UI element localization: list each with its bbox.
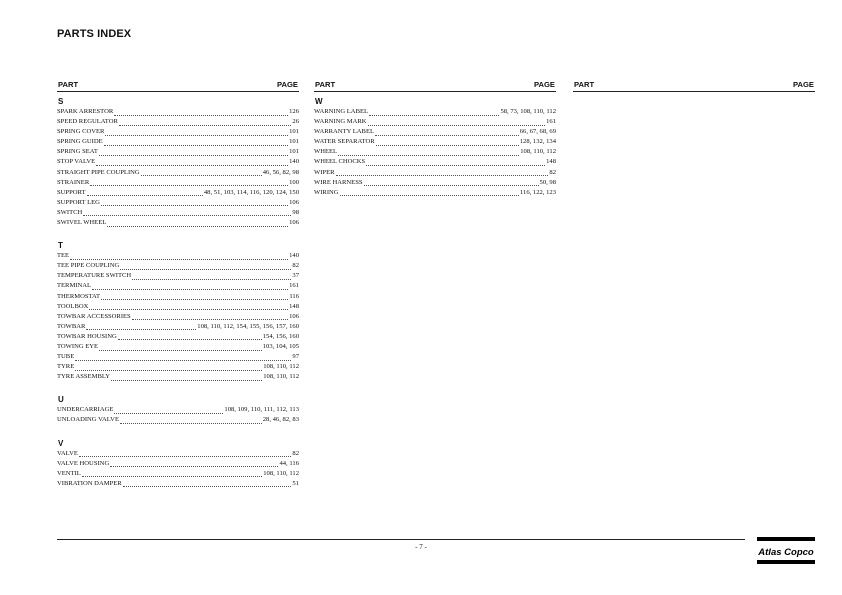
part-column-label: PART bbox=[574, 80, 595, 89]
page-numbers: 126 bbox=[289, 108, 299, 115]
part-name: WHEEL CHOCKS bbox=[314, 158, 366, 166]
page-numbers: 161 bbox=[546, 118, 556, 126]
page-numbers: 148 bbox=[546, 158, 556, 166]
page-numbers: 28, 46, 82, 83 bbox=[262, 416, 299, 424]
part-name: SPARK ARRESTOR bbox=[57, 108, 114, 115]
page-numbers: 140 bbox=[289, 158, 299, 166]
index-entry bbox=[57, 127, 299, 137]
section-letter: S bbox=[58, 97, 64, 106]
page-number: - 7 - bbox=[415, 543, 427, 551]
index-entry bbox=[57, 302, 299, 312]
page-numbers: 101 bbox=[289, 138, 299, 146]
index-entry bbox=[57, 178, 299, 188]
index-entry bbox=[314, 117, 556, 127]
page-numbers: 66, 67, 68, 69 bbox=[519, 128, 556, 136]
index-entry bbox=[57, 362, 299, 372]
index-section bbox=[57, 394, 299, 425]
part-name: SUPPORT LEG bbox=[57, 198, 100, 206]
dot-leader bbox=[99, 344, 262, 351]
section-letter: W bbox=[315, 97, 323, 106]
dot-leader bbox=[336, 169, 549, 176]
dot-leader bbox=[83, 209, 291, 216]
dot-leader bbox=[114, 407, 223, 414]
column-header bbox=[573, 80, 815, 92]
page-numbers: 46, 56, 82, 98 bbox=[262, 168, 299, 176]
part-name: VALVE bbox=[57, 449, 78, 457]
page-title: PARTS INDEX bbox=[57, 28, 132, 40]
part-name: STRAINER bbox=[57, 178, 90, 186]
part-name: WIPER bbox=[314, 168, 335, 176]
index-entry bbox=[57, 251, 299, 261]
page-numbers: 58, 73, 108, 110, 112 bbox=[500, 108, 556, 115]
page-numbers: 48, 51, 103, 114, 116, 120, 124, 150 bbox=[203, 188, 299, 196]
dot-leader bbox=[92, 283, 288, 290]
index-entry bbox=[314, 137, 556, 147]
index-entry bbox=[57, 449, 299, 459]
page-numbers: 98 bbox=[292, 208, 299, 216]
index-entry bbox=[57, 312, 299, 322]
dot-leader bbox=[75, 364, 262, 371]
part-name: STOP VALVE bbox=[57, 158, 96, 166]
footer-divider bbox=[57, 539, 745, 540]
page-numbers: 128, 132, 134 bbox=[519, 138, 556, 146]
index-section bbox=[57, 438, 299, 489]
index-entry bbox=[57, 322, 299, 332]
column-header bbox=[57, 80, 299, 92]
page-numbers: 97 bbox=[292, 353, 299, 361]
dot-leader bbox=[70, 253, 288, 260]
page-numbers: 51 bbox=[292, 479, 299, 487]
page-numbers: 106 bbox=[289, 198, 299, 206]
page-numbers: 108, 110, 112 bbox=[520, 148, 556, 156]
dot-leader bbox=[375, 129, 519, 136]
dot-leader bbox=[101, 293, 288, 300]
part-name: VIBRATION DAMPER bbox=[57, 479, 122, 487]
page-numbers: 37 bbox=[292, 272, 299, 280]
part-name: WATER SEPARATOR bbox=[314, 138, 375, 146]
part-name: TOWBAR ACCESSORIES bbox=[57, 312, 131, 320]
index-section bbox=[57, 96, 299, 228]
index-entry bbox=[57, 292, 299, 302]
page-numbers: 82 bbox=[292, 262, 299, 270]
part-name: WIRE HARNESS bbox=[314, 178, 363, 186]
dot-leader bbox=[114, 109, 288, 116]
dot-leader bbox=[110, 460, 278, 467]
dot-leader bbox=[141, 169, 262, 176]
dot-leader bbox=[376, 139, 519, 146]
index-entry bbox=[57, 342, 299, 352]
index-section bbox=[314, 96, 556, 198]
part-name: TERMINAL bbox=[57, 282, 92, 290]
index-entry bbox=[57, 137, 299, 147]
part-name: SWIVEL WHEEL bbox=[57, 219, 107, 227]
index-entry bbox=[57, 415, 299, 425]
column-header bbox=[314, 80, 556, 92]
page-numbers: 106 bbox=[289, 312, 299, 320]
part-name: TEE bbox=[57, 252, 70, 260]
page-numbers: 108, 110, 112 bbox=[263, 373, 299, 381]
dot-leader bbox=[366, 159, 545, 166]
logo-top-bar bbox=[757, 537, 815, 541]
page-numbers: 161 bbox=[289, 282, 299, 290]
part-column-label: PART bbox=[315, 80, 336, 89]
index-entry bbox=[57, 479, 299, 489]
part-name: UNLOADING VALVE bbox=[57, 416, 119, 424]
dot-leader bbox=[79, 450, 292, 457]
dot-leader bbox=[120, 417, 262, 424]
dot-leader bbox=[369, 109, 499, 116]
index-column-2 bbox=[314, 80, 556, 198]
part-name: SPRING COVER bbox=[57, 128, 105, 136]
page-numbers: 103, 104, 105 bbox=[262, 342, 299, 350]
page-numbers: 108, 110, 112 bbox=[263, 363, 299, 371]
part-name: WARNING MARK bbox=[314, 118, 367, 126]
page-numbers: 154, 156, 160 bbox=[262, 332, 299, 340]
page-numbers: 116, 122, 123 bbox=[519, 188, 556, 196]
page-numbers: 140 bbox=[289, 252, 299, 260]
dot-leader bbox=[75, 354, 291, 361]
page-numbers: 101 bbox=[289, 148, 299, 156]
dot-leader bbox=[132, 273, 291, 280]
dot-leader bbox=[123, 480, 292, 487]
index-entry bbox=[57, 198, 299, 208]
index-entry bbox=[57, 352, 299, 362]
dot-leader bbox=[120, 263, 291, 270]
page-column-label: PAGE bbox=[793, 80, 814, 89]
page-numbers: 148 bbox=[289, 302, 299, 310]
index-entry bbox=[314, 157, 556, 167]
index-entry bbox=[314, 188, 556, 198]
index-entry bbox=[57, 117, 299, 127]
part-name: TYRE bbox=[57, 363, 75, 371]
page-numbers: 108, 110, 112 bbox=[263, 469, 299, 477]
dot-leader bbox=[107, 220, 288, 227]
part-name: VENTIL bbox=[57, 469, 81, 477]
logo-bottom-bar bbox=[757, 560, 815, 564]
page-column-label: PAGE bbox=[277, 80, 298, 89]
index-entry bbox=[314, 107, 556, 117]
dot-leader bbox=[368, 119, 546, 126]
dot-leader bbox=[101, 199, 288, 206]
page-numbers: 82 bbox=[292, 449, 299, 457]
index-entry bbox=[314, 168, 556, 178]
index-entry bbox=[57, 261, 299, 271]
dot-leader bbox=[89, 303, 288, 310]
index-column-1 bbox=[57, 80, 299, 489]
dot-leader bbox=[96, 159, 288, 166]
part-name: UNDERCARRIAGE bbox=[57, 406, 114, 414]
index-entry bbox=[57, 459, 299, 469]
part-name: SPEED REGULATOR bbox=[57, 118, 118, 126]
dot-leader bbox=[105, 129, 288, 136]
part-name: WHEEL bbox=[314, 148, 338, 156]
index-entry bbox=[57, 147, 299, 157]
index-entry bbox=[57, 332, 299, 342]
index-entry bbox=[57, 405, 299, 415]
part-name: TOWBAR bbox=[57, 322, 86, 330]
index-entry bbox=[57, 188, 299, 198]
index-entry bbox=[57, 271, 299, 281]
part-name: TEMPERATURE SWITCH bbox=[57, 272, 132, 280]
index-entry bbox=[57, 208, 299, 218]
index-entry bbox=[57, 168, 299, 178]
dot-leader bbox=[104, 139, 289, 146]
dot-leader bbox=[338, 149, 519, 156]
part-name: TOWING EYE bbox=[57, 342, 99, 350]
part-name: SUPPORT bbox=[57, 188, 86, 196]
part-name: WIRING bbox=[314, 188, 339, 196]
index-entry bbox=[57, 218, 299, 228]
part-name: SPRING GUIDE bbox=[57, 138, 103, 146]
page-numbers: 101 bbox=[289, 128, 299, 136]
part-name: TEE PIPE COUPLING bbox=[57, 262, 120, 270]
part-name: STRAIGHT PIPE COUPLING bbox=[57, 168, 140, 176]
index-entry bbox=[57, 372, 299, 382]
part-name: VALVE HOUSING bbox=[57, 459, 110, 467]
page-numbers: 108, 109, 110, 111, 112, 113 bbox=[224, 406, 299, 414]
part-column-label: PART bbox=[58, 80, 79, 89]
dot-leader bbox=[86, 323, 196, 330]
dot-leader bbox=[111, 374, 262, 381]
part-name: SWITCH bbox=[57, 208, 83, 216]
part-name: WARNING LABEL bbox=[314, 108, 369, 115]
page-numbers: 50, 98 bbox=[539, 178, 556, 186]
logo-wordmark: Atlas Copco bbox=[758, 547, 814, 558]
index-entry bbox=[57, 157, 299, 167]
dot-leader bbox=[119, 119, 292, 126]
page-numbers: 100 bbox=[289, 178, 299, 186]
index-section bbox=[57, 240, 299, 382]
index-entry bbox=[57, 107, 299, 117]
page-numbers: 26 bbox=[292, 118, 299, 126]
dot-leader bbox=[364, 179, 539, 186]
part-name: TOOLBOX bbox=[57, 302, 89, 310]
atlas-copco-logo bbox=[756, 537, 816, 567]
dot-leader bbox=[90, 179, 288, 186]
part-name: THERMOSTAT bbox=[57, 292, 101, 300]
page-numbers: 116 bbox=[289, 292, 299, 300]
page-numbers: 44, 116 bbox=[279, 459, 299, 467]
index-column-3 bbox=[573, 80, 815, 92]
index-entry bbox=[314, 127, 556, 137]
section-letter: T bbox=[58, 241, 63, 251]
dot-leader bbox=[118, 333, 262, 340]
page-numbers: 106 bbox=[289, 219, 299, 227]
page-numbers: 108, 110, 112, 154, 155, 156, 157, 160 bbox=[197, 322, 299, 330]
section-letter: V bbox=[58, 438, 64, 448]
index-entry bbox=[57, 281, 299, 291]
part-name: WARRANTY LABEL bbox=[314, 128, 375, 136]
dot-leader bbox=[99, 149, 288, 156]
part-name: TYRE ASSEMBLY bbox=[57, 373, 111, 381]
part-name: TUBE bbox=[57, 353, 75, 361]
dot-leader bbox=[87, 189, 203, 196]
part-name: SPRING SEAT bbox=[57, 148, 98, 156]
index-entry bbox=[314, 178, 556, 188]
dot-leader bbox=[340, 189, 519, 196]
index-entry bbox=[57, 469, 299, 479]
dot-leader bbox=[132, 313, 288, 320]
dot-leader bbox=[82, 470, 262, 477]
section-letter: U bbox=[58, 395, 64, 405]
page-numbers: 82 bbox=[549, 168, 556, 176]
part-name: TOWBAR HOUSING bbox=[57, 332, 117, 340]
page-column-label: PAGE bbox=[534, 80, 555, 89]
index-entry bbox=[314, 147, 556, 157]
